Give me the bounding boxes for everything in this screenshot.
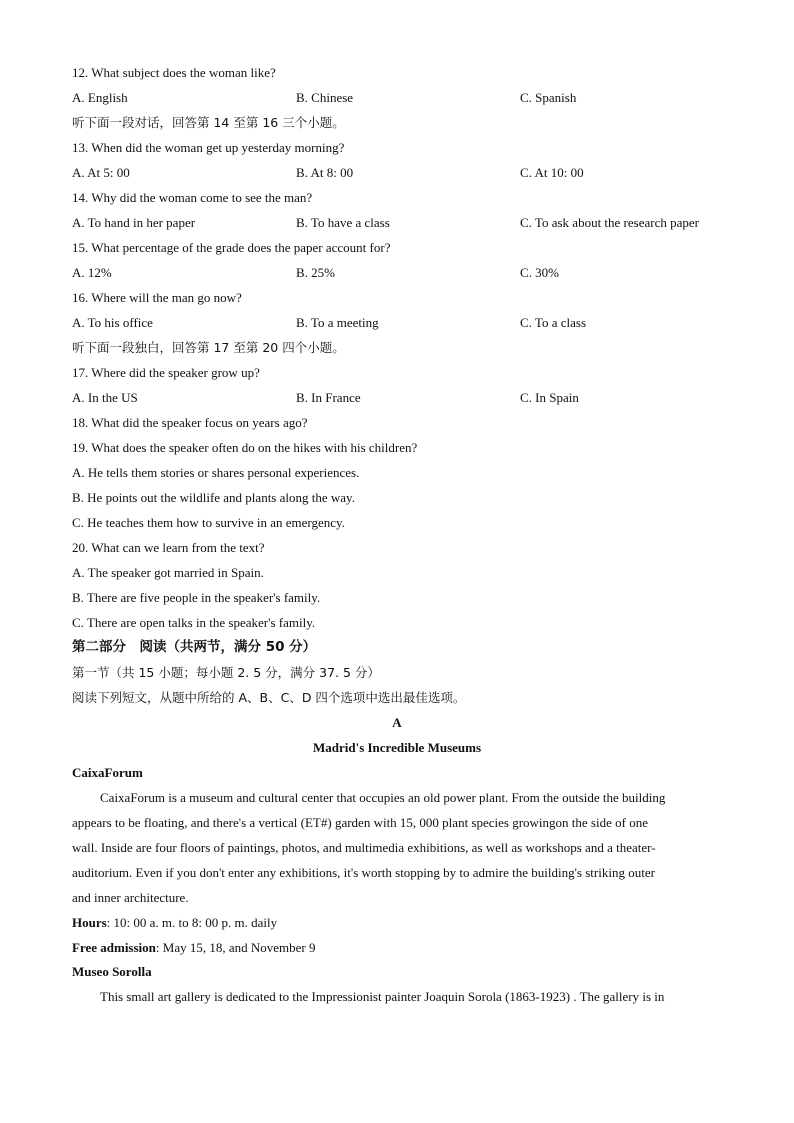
instruction-14-16: 听下面一段对话，回答第 14 至第 16 三个小题。 [72,115,345,130]
free-admission-value: : May 15, 18, and November 9 [155,940,316,955]
question-14 [72,185,722,210]
free-admission-label: Free admission [72,940,156,955]
question-12 [72,60,722,85]
hours-value: : 10: 00 a. m. to 8: 00 p. m. daily [106,915,278,930]
question-13 [72,135,722,160]
option-b: B. At 8: 00 [296,165,354,180]
question-20-option-b: B. There are five people in the speaker's family. [72,590,321,605]
question-text: 15. What percentage of the grade does the paper account for? [72,240,391,255]
section-1-title: 第一节（共 15 小题；每小题 2. 5 分，满分 37. 5 分） [72,665,380,680]
sorolla-paragraph-line: This small art gallery is dedicated to the Impressionist painter Joaquin Sorola (1863-1923) . The gallery is in [100,989,665,1004]
option-a: A. English [72,90,128,105]
option-c: C. To a class [520,315,587,330]
option-b: B. Chinese [296,90,354,105]
option-c: C. At 10: 00 [520,165,584,180]
question-12-options [72,85,722,110]
caixaforum-paragraph-line: and inner architecture. [72,890,189,905]
option-b: B. In France [296,390,361,405]
option-a: A. At 5: 00 [72,165,130,180]
option-c: C. Spanish [520,90,577,105]
caixaforum-hours [72,910,722,935]
passage-title: Madrid's Incredible Museums [312,740,482,755]
hours-label: Hours [72,915,107,930]
question-20: 20. What can we learn from the text? [72,540,265,555]
caixaforum-paragraph-line: CaixaForum is a museum and cultural center that occupies an old power plant. From the outside the building [100,790,666,805]
question-14-options [72,210,722,235]
question-19-option-c: C. He teaches them how to survive in an emergency. [72,515,345,530]
question-16 [72,285,722,310]
section-1-instruction: 阅读下列短文，从题中所给的 A、B、C、D 四个选项中选出最佳选项。 [72,690,466,705]
option-a: A. In the US [72,390,138,405]
caixaforum-paragraph-line: auditorium. Even if you don't enter any exhibitions, it's worth stopping by to admire the building's striking outer [72,865,655,880]
caixaforum-paragraph-line: wall. Inside are four floors of paintings, photos, and multimedia exhibitions, as well as workshops and a theater- [72,840,656,855]
question-15 [72,235,722,260]
passage-letter: A [392,715,402,730]
question-18: 18. What did the speaker focus on years ago? [72,415,308,430]
option-c: C. 30% [520,265,559,280]
option-a: A. To hand in her paper [72,215,196,230]
question-19: 19. What does the speaker often do on the hikes with his children? [72,440,418,455]
question-text: 13. When did the woman get up yesterday morning? [72,140,345,155]
question-text: 12. What subject does the woman like? [72,65,276,80]
question-15-options [72,260,722,285]
option-a: A. To his office [72,315,153,330]
option-c: C. In Spain [520,390,579,405]
option-b: B. To have a class [296,215,390,230]
caixaforum-free-admission [72,935,722,960]
question-20-option-a: A. The speaker got married in Spain. [72,565,264,580]
question-20-option-c: C. There are open talks in the speaker's family. [72,615,316,630]
caixaforum-paragraph-line: appears to be floating, and there's a vertical (ET#) garden with 15, 000 plant species growingon the side of one [72,815,648,830]
question-13-options [72,160,722,185]
question-text: 17. Where did the speaker grow up? [72,365,260,380]
question-text: 14. Why did the woman come to see the man? [72,190,313,205]
option-a: A. 12% [72,265,112,280]
question-16-options [72,310,722,335]
question-text: 16. Where will the man go now? [72,290,242,305]
option-b: B. To a meeting [296,315,379,330]
question-17-options [72,385,722,410]
option-c: C. To ask about the research paper [520,215,699,230]
part-2-title: 第二部分 阅读（共两节，满分 50 分） [72,639,317,655]
question-19-option-a: A. He tells them stories or shares personal experiences. [72,465,360,480]
option-b: B. 25% [296,265,335,280]
question-17 [72,360,722,385]
instruction-17-20: 听下面一段独白，回答第 17 至第 20 四个小题。 [72,340,345,355]
caixaforum-heading: CaixaForum [72,765,143,780]
question-19-option-b: B. He points out the wildlife and plants along the way. [72,490,355,505]
sorolla-heading: Museo Sorolla [72,964,152,979]
